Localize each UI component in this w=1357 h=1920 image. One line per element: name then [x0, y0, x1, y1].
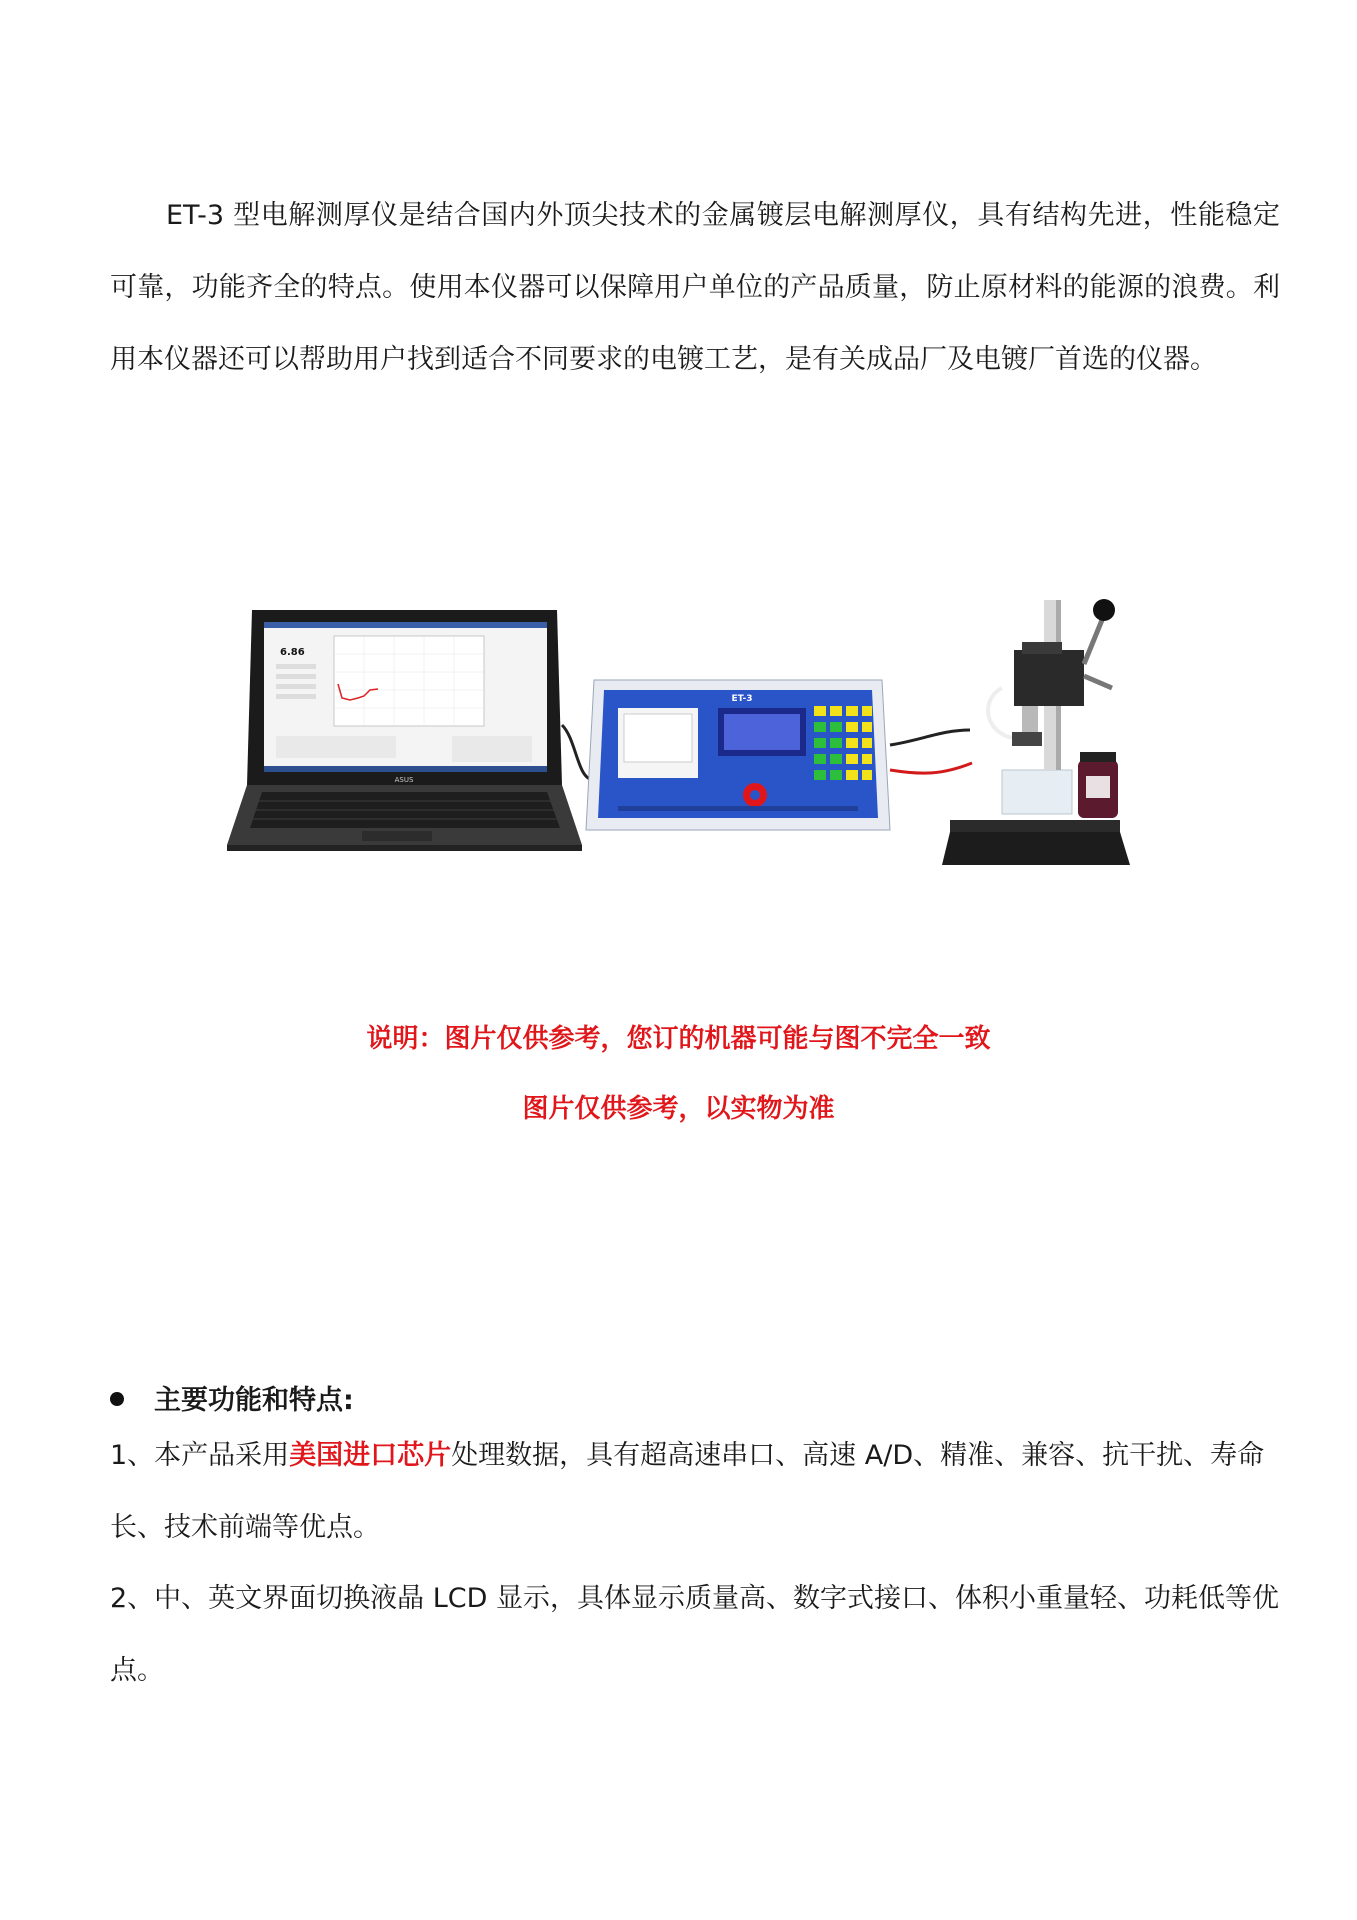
disclaimer-line-2: 图片仅供参考，以实物为准 — [522, 1094, 835, 1124]
feature-item-2: 2、中、英文界面切换液晶 LCD 显示，具体显示质量高、数字式接口、体积小重量轻、功耗低等优点。 — [110, 1583, 1280, 1686]
laptop-brand: ASUS — [394, 776, 414, 784]
disclaimer-line-1: 说明：图片仅供参考，您订的机器可能与图不完全一致 — [366, 1024, 991, 1054]
device-model-label: ET-3 — [731, 694, 753, 704]
feature-item-1 — [110, 1420, 1280, 1564]
laptop-image — [227, 610, 582, 851]
product-photo — [222, 580, 1142, 880]
intro-paragraph: ET-3 型电解测厚仪是结合国内外顶尖技术的金属镀层电解测厚仪，具有结构先进，性能稳定可靠，功能齐全的特点。使用本仪器可以保障用户单位的产品质量，防止原材料的能源的浪费。利用本仪器还可以帮助用户找到适合不同要求的电镀工艺，是有关成品厂及电镀厂首选的仪器。 — [110, 200, 1280, 375]
laptop-reading: 6.86 — [280, 647, 305, 658]
bullet-icon — [110, 1392, 124, 1406]
test-stand-image — [942, 599, 1130, 865]
feature-item-1-after: 处理数据，具有超高速串口、高速 A/D、精准、兼容、抗干扰、寿命长、技术前端等优点。 — [110, 1440, 1265, 1543]
section-heading-text: 主要功能和特点: — [154, 1385, 354, 1416]
feature-item-1-highlight: 美国进口芯片 — [289, 1440, 452, 1471]
feature-item-1-before: 1、本产品采用 — [110, 1440, 290, 1471]
thickness-tester-image — [586, 680, 890, 830]
section-heading — [110, 1378, 354, 1417]
